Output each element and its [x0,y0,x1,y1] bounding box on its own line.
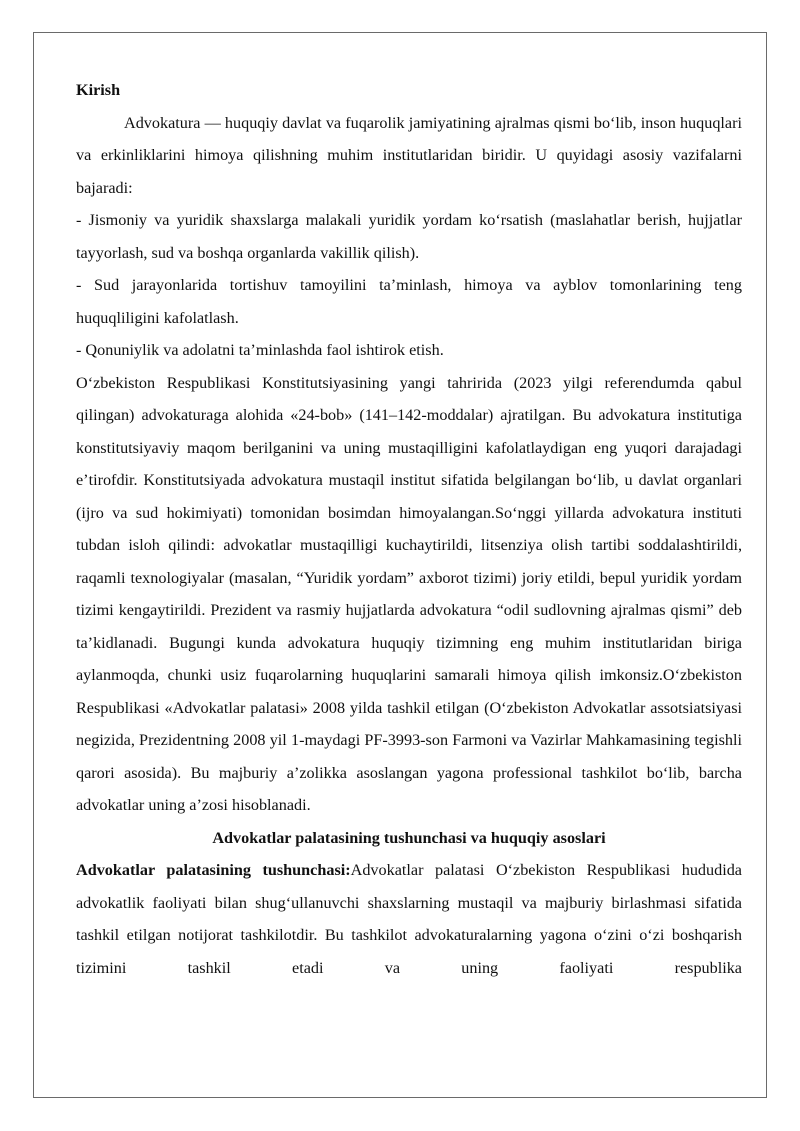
definition-paragraph [76,854,742,984]
list-item-3: - Qonuniylik va adolatni taʼminlashda faol ishtirok etish. [76,341,444,359]
body-paragraph: Oʻzbekiston Respublikasi Konstitutsiyasining yangi tahririda (2023 yilgi referendumda qabul qilingan) advokaturaga alohida «24-bob» (141–142-moddalar) ajratilgan. Bu advokatura institutiga konstitutsiyaviy maqom berilganini va uning mustaqilligini kafolatlaydigan eng yuqori darajadagi eʼtirofdir. Konstitutsiyada advokatura mustaqil institut sifatida belgilangan boʻlib, u davlat organlari (ijro va sud hokimiyati) tomonidan bosimdan himoyalangan.Soʻnggi yillarda advokatura instituti tubdan isloh qilindi: advokatlar mustaqilligi kuchaytirildi, litsenziya olish tartibi soddalashtirildi, raqamli texnologiyalar (masalan, “Yuridik yordam” axborot tizimi) joriy etildi, bepul yuridik yordam tizimi kengaytirildi. Prezident va rasmiy hujjatlarda advokatura “odil sudlovning ajralmas qismi” deb taʼkidlanadi. Bugungi kunda advokatura huquqiy tizimning eng muhim institutlaridan biriga aylanmoqda, chunki usiz fuqarolarning huquqlarini samarali himoya qilish imkonsiz.Oʻzbekiston Respublikasi «Advokatlar palatasi» 2008 yilda tashkil etilgan (Oʻzbekiston Advokatlar assotsiatsiyasi negizida, Prezidentning 2008 yil 1-maydagi PF-3993-son Farmoni va Vazirlar Mahkamasining tegishli qarori asosida). Bu majburiy aʼzolikka asoslangan yagona professional tashkilot boʻlib, barcha advokatlar uning aʼzosi hisoblanadi. [76,373,742,814]
intro-paragraph: Advokatura — huquqiy davlat va fuqarolik jamiyatining ajralmas qismi boʻlib, inson huquqlari va erkinliklarini himoya qilishning muhim institutlaridan biridir. U quyidagi asosiy vazifalarni bajaradi: [76,113,742,197]
document-body [76,74,742,984]
list-item-1: - Jismoniy va yuridik shaxslarga malakali yuridik yordam koʻrsatish (maslahatlar berish, hujjatlar tayyorlash, sud va boshqa organlarda vakillik qilish). [76,211,742,262]
heading-kirish: Kirish [76,81,121,99]
list-item-2: - Sud jarayonlarida tortishuv tamoyilini taʼminlash, himoya va ayblov tomonlarining teng huquqliligini kafolatlash. [76,276,742,327]
definition-text: Advokatlar palatasi Oʻzbekiston Respublikasi hududida advokatlik faoliyati bilan shugʻullanuvchi shaxslarning mustaqil va majburiy birlashmasi sifatida tashkil etilgan notijorat tashkilotdir. Bu tashkilot advokaturalarning yagona oʻzini oʻzi boshqarish tizimini tashkil etadi va uning faoliyati respublika [76,861,742,977]
section-title: Advokatlar palatasining tushunchasi va huquqiy asoslari [212,828,606,847]
definition-label: Advokatlar palatasining tushunchasi: [76,861,351,879]
